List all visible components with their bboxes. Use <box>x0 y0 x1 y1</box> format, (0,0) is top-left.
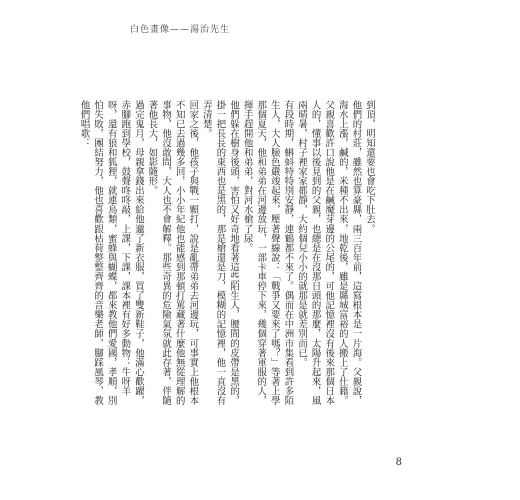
running-header: 白色畫像——湯治先生 <box>130 25 231 35</box>
paragraph-6: 過完鬼月，母親拿錢出來給他邋了新衣服，買了雙新鞋子，他滿心歡躍，赤腳跑到學校，鼓聲咚咚敲，上課，下課，課本裡有好多動物：牛呀羊呀，還有狼和狐狸，就連鳥類，蜜蜂與蝴蝶，都來教他們愛國，孝順，別怕失敗，團結努力，他也喜歡跟枯荷整整齊齊的音樂老師，腳踩風琴，教他們唱歌： <box>78 100 144 406</box>
paragraph-5: 回家之後，他孩子與戰一顆打，說是亂帶弟弟去河邊玩，可事實上他根本不知已去過幾多回，小小年紀他也能感到那頓打罵藏著什麼他無從理解的事物，他沒敢問，大人也不會解釋。那些奇異的危險氣氛就此存著，伴隨著他長大，如影隨形。 <box>146 100 199 406</box>
paragraph-4: 他們躲在樹身後頭，害怕又好奇地看著這些陌生人，腰間的皮帶是黑的，掛一把長長的東西也是黑的，那是槍還是刀，模糊的記憶裡，他一直沒有弄清楚。 <box>200 100 240 406</box>
paragraph-3: 有段時期，蝌蚪特特別安靜，連鶴都不來了。偶而在中洲市集看到許多陌生人，大人臉色嚴竣起來，壓著聲線說：「戰爭又要來了嗎？」等著上學那個夏天，他和弟弟在河邊放玩，一部卡車停下來，幾個穿著軍服的人，揮手趕開他和弟弟，對河水槍了尿。 <box>241 100 294 406</box>
paragraph-2: 他們的村莊，雖然也算豪縣，兩三百年前，這寫根本是一片海。父親說，海水上漲，鹹的，米種不出來，地乾後，雖是縣城富裕的人搬上了仕籍。父親喜歡許口說他是在鹹魔芽邊的公尾的，可他記憶裡沒有後來那個日本人的，懂事以後見到的父親，也總是在沒那日頭的那麼，太陽升起來，風兩晴暑，村子裡家家都靜，大約個兒小小的就那是就差別而已。 <box>296 100 362 406</box>
page-number: 8 <box>395 457 402 468</box>
paragraph-1: 到頂，明知還要也會吃下肚去。 <box>364 100 375 234</box>
body-text <box>77 100 376 410</box>
